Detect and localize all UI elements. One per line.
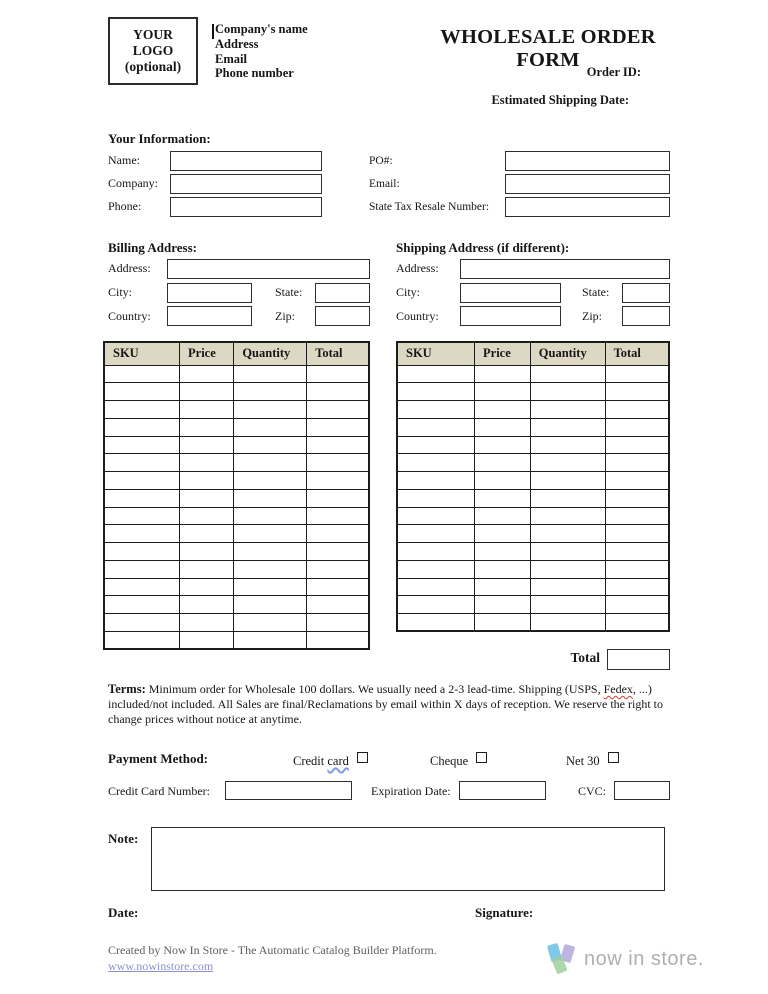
quantity-cell[interactable] [530,543,605,561]
table-row [397,383,669,401]
quantity-cell[interactable] [530,525,605,543]
shipping-country-field[interactable] [460,306,561,326]
company-email-line: Email [215,51,247,66]
footer-credit-line: Created by Now In Store - The Automatic Catalog Builder Platform. [108,943,437,957]
billing-address-field[interactable] [167,259,370,279]
logo-placeholder-box [108,17,198,85]
po-label: PO#: [369,154,393,167]
billing-city-label: City: [108,285,133,300]
company-address-line: Address [215,36,259,51]
date-label: Date: [108,905,139,920]
sku-cell[interactable] [104,383,180,401]
price-cell[interactable] [475,489,531,507]
total-cell[interactable] [307,365,369,383]
quantity-cell[interactable] [234,525,307,543]
total-cell[interactable] [605,383,669,401]
total-cell[interactable] [605,365,669,383]
price-cell[interactable] [475,525,531,543]
column-header-total: Total [307,342,369,365]
table-header-row [104,342,369,365]
quantity-cell[interactable] [234,631,307,649]
table-row [397,596,669,614]
quantity-cell[interactable] [234,418,307,436]
table-row [104,507,369,525]
billing-zip-label: Zip: [275,308,295,323]
table-row [397,578,669,596]
logo-line: LOGO [132,43,174,58]
price-cell[interactable] [180,472,234,490]
billing-country-field[interactable] [167,306,252,326]
price-cell[interactable] [475,383,531,401]
total-cell[interactable] [605,525,669,543]
price-cell[interactable] [475,596,531,614]
table-row [104,631,369,649]
price-cell[interactable] [180,489,234,507]
price-cell[interactable] [180,418,234,436]
now-in-store-brand [546,941,704,977]
quantity-cell[interactable] [234,365,307,383]
payment-option-net30 [566,752,619,769]
sku-cell[interactable] [104,401,180,419]
column-header-quantity: Quantity [234,342,307,365]
column-header-quantity: Quantity [530,342,605,365]
company-field[interactable] [170,174,322,194]
price-cell[interactable] [180,578,234,596]
billing-city-state-row [108,281,370,305]
table-row [104,418,369,436]
shipping-country-label: Country: [396,308,439,323]
company-phone-line: Phone number [215,66,294,81]
billing-address-fields [108,257,370,328]
table-row [104,525,369,543]
quantity-cell[interactable] [530,454,605,472]
price-cell[interactable] [180,525,234,543]
price-cell[interactable] [180,436,234,454]
expiration-date-field[interactable] [459,781,546,800]
price-cell[interactable] [180,383,234,401]
sku-cell[interactable] [397,365,475,383]
quantity-cell[interactable] [234,507,307,525]
table-row [104,560,369,578]
price-cell[interactable] [180,614,234,632]
billing-country-label: Country: [108,308,151,323]
cvc-field[interactable] [614,781,670,800]
price-cell[interactable] [180,454,234,472]
price-cell[interactable] [180,507,234,525]
total-cell[interactable] [307,631,369,649]
shipping-zip-label: Zip: [582,308,602,323]
table-row [104,614,369,632]
price-cell[interactable] [180,631,234,649]
expiration-date-label: Expiration Date: [371,784,451,798]
quantity-cell[interactable] [530,489,605,507]
terms-text: , ...) included/not included. All Sales are final/Reclamations by email within X days of reception. We reserve the right to change prices without notice at anytime. [108,682,663,726]
sku-cell[interactable] [397,401,475,419]
total-cell[interactable] [307,596,369,614]
total-cell[interactable] [605,578,669,596]
price-cell[interactable] [180,543,234,561]
terms-text: Minimum order for Wholesale 100 dollars. We usually need a 2-3 lead-time. Shipping (USPS, [148,682,604,696]
email-field[interactable] [505,174,670,194]
price-cell[interactable] [180,401,234,419]
shipping-address-row [396,257,670,281]
sku-cell[interactable] [397,507,475,525]
payment-option-cheque [430,752,487,769]
total-cell[interactable] [605,560,669,578]
price-cell[interactable] [475,454,531,472]
now-in-store-logo-text: now in store. [584,947,704,970]
phone-field[interactable] [170,197,322,217]
order-items-table-right [396,341,670,632]
total-cell[interactable] [307,525,369,543]
column-header-price: Price [180,342,234,365]
total-cell[interactable] [605,436,669,454]
table-header-row [397,342,669,365]
shipping-address-fields [396,257,670,328]
sku-cell[interactable] [104,543,180,561]
price-cell[interactable] [475,418,531,436]
quantity-cell[interactable] [530,418,605,436]
table-row [397,507,669,525]
sku-cell[interactable] [104,436,180,454]
table-row [397,418,669,436]
billing-address-heading: Billing Address: [108,240,197,255]
name-label: Name: [108,153,140,168]
sku-cell[interactable] [397,543,475,561]
credit-card-checkbox[interactable] [357,752,368,763]
sku-cell[interactable] [104,489,180,507]
table-row [397,365,669,383]
price-cell[interactable] [475,472,531,490]
total-cell[interactable] [307,507,369,525]
quantity-cell[interactable] [234,472,307,490]
total-cell[interactable] [605,401,669,419]
total-cell[interactable] [605,543,669,561]
sku-cell[interactable] [104,365,180,383]
table-row [397,472,669,490]
quantity-cell[interactable] [530,383,605,401]
total-cell[interactable] [307,543,369,561]
total-cell[interactable] [307,560,369,578]
table-row [104,365,369,383]
shipping-address-field[interactable] [460,259,670,279]
field-row-name-po [108,149,670,172]
grammar-marked-word: card [327,754,349,768]
price-cell[interactable] [475,436,531,454]
price-cell[interactable] [475,560,531,578]
total-cell[interactable] [307,383,369,401]
logo-line: (optional) [124,59,182,74]
sku-cell[interactable] [397,472,475,490]
text-cursor [212,24,214,39]
quantity-cell[interactable] [530,436,605,454]
note-label: Note: [108,831,139,846]
sku-cell[interactable] [104,596,180,614]
sku-cell[interactable] [397,578,475,596]
total-cell[interactable] [605,614,669,632]
price-cell[interactable] [475,365,531,383]
table-row [397,454,669,472]
sku-cell[interactable] [397,436,475,454]
quantity-cell[interactable] [530,614,605,632]
sku-cell[interactable] [397,614,475,632]
total-cell[interactable] [307,578,369,596]
payment-option-credit-card [293,752,368,769]
order-id-label: Order ID: [586,65,641,79]
quantity-cell[interactable] [234,489,307,507]
sku-cell[interactable] [397,560,475,578]
credit-card-number-field[interactable] [225,781,352,800]
sku-cell[interactable] [104,560,180,578]
total-cell[interactable] [307,614,369,632]
price-cell[interactable] [475,578,531,596]
quantity-cell[interactable] [234,596,307,614]
table-row [397,436,669,454]
price-cell[interactable] [180,560,234,578]
total-cell[interactable] [605,489,669,507]
note-field[interactable] [151,827,665,891]
shipping-zip-field[interactable] [622,306,670,326]
field-row-company-email [108,172,670,195]
email-label: Email: [369,177,400,190]
footer-website-link[interactable]: www.nowinstore.com [108,959,214,973]
table-row [397,560,669,578]
signature-label: Signature: [475,905,534,920]
table-row [104,596,369,614]
price-cell[interactable] [475,401,531,419]
quantity-cell[interactable] [530,560,605,578]
company-name-line: Company's name [215,22,308,36]
shipping-city-field[interactable] [460,283,561,303]
billing-zip-field[interactable] [315,306,370,326]
shipping-country-zip-row [396,305,670,329]
payment-method-heading: Payment Method: [108,751,209,766]
shipping-city-state-row [396,281,670,305]
total-cell[interactable] [307,472,369,490]
quantity-cell[interactable] [234,614,307,632]
column-header-total: Total [605,342,669,365]
net30-option-label: Net 30 [566,754,600,768]
grand-total-field[interactable] [607,649,670,670]
total-cell[interactable] [307,454,369,472]
table-row [104,383,369,401]
sku-cell[interactable] [104,578,180,596]
billing-address-row [108,257,370,281]
quantity-cell[interactable] [530,578,605,596]
billing-address-label: Address: [108,261,151,276]
terms-label: Terms: [108,682,146,696]
cheque-checkbox[interactable] [476,752,487,763]
billing-city-field[interactable] [167,283,252,303]
terms-misspelled-word: Fedex [603,682,633,696]
name-field[interactable] [170,151,322,171]
sku-cell[interactable] [397,383,475,401]
cvc-label: CVC: [578,784,607,798]
table-row [104,436,369,454]
total-cell[interactable] [605,507,669,525]
your-information-fields [108,149,670,219]
table-row [104,578,369,596]
cheque-option-label: Cheque [430,754,469,768]
table-row [104,543,369,561]
quantity-cell[interactable] [234,560,307,578]
quantity-cell[interactable] [234,401,307,419]
total-cell[interactable] [307,418,369,436]
quantity-cell[interactable] [234,436,307,454]
sku-cell[interactable] [104,614,180,632]
logo-line: YOUR [133,27,173,42]
terms-paragraph [108,682,670,726]
total-cell[interactable] [605,418,669,436]
billing-state-label: State: [275,285,303,300]
credit-card-number-label: Credit Card Number: [108,784,210,798]
sku-cell[interactable] [104,472,180,490]
grand-total-label: Total [570,650,600,665]
shipping-address-heading: Shipping Address (if different): [396,240,570,255]
total-cell[interactable] [605,454,669,472]
estimated-shipping-date-label: Estimated Shipping Date: [491,93,629,107]
sku-cell[interactable] [104,507,180,525]
table-row [397,614,669,632]
total-cell[interactable] [605,472,669,490]
sku-cell[interactable] [397,454,475,472]
price-cell[interactable] [180,596,234,614]
field-row-phone-taxnumber [108,195,670,218]
now-in-store-logo-icon [546,941,578,977]
sku-cell[interactable] [104,454,180,472]
sku-cell[interactable] [397,489,475,507]
table-row [104,454,369,472]
sku-cell[interactable] [104,418,180,436]
quantity-cell[interactable] [234,383,307,401]
order-items-table-left [103,341,370,650]
quantity-cell[interactable] [530,401,605,419]
price-cell[interactable] [180,365,234,383]
shipping-state-field[interactable] [622,283,670,303]
quantity-cell[interactable] [530,365,605,383]
page-title: WHOLESALE ORDER FORM [440,26,656,71]
billing-country-zip-row [108,305,370,329]
table-row [397,525,669,543]
net30-checkbox[interactable] [608,752,619,763]
table-row [104,472,369,490]
your-information-heading: Your Information: [108,131,211,146]
column-header-sku: SKU [397,342,475,365]
quantity-cell[interactable] [530,507,605,525]
table-row [104,489,369,507]
state-tax-resale-number-field[interactable] [505,197,670,217]
total-cell[interactable] [307,489,369,507]
company-info-block[interactable] [215,22,308,81]
sku-cell[interactable] [397,596,475,614]
shipping-city-label: City: [396,285,421,300]
total-cell[interactable] [605,596,669,614]
quantity-cell[interactable] [234,454,307,472]
quantity-cell[interactable] [530,472,605,490]
table-row [104,401,369,419]
sku-cell[interactable] [397,418,475,436]
shipping-address-label: Address: [396,261,439,276]
po-field[interactable] [505,151,670,171]
company-label: Company: [108,176,158,191]
table-row [397,401,669,419]
quantity-cell[interactable] [234,543,307,561]
price-cell[interactable] [475,507,531,525]
shipping-state-label: State: [582,285,610,300]
billing-state-field[interactable] [315,283,370,303]
total-cell[interactable] [307,401,369,419]
price-cell[interactable] [475,543,531,561]
table-row [397,543,669,561]
table-row [397,489,669,507]
total-cell[interactable] [307,436,369,454]
column-header-price: Price [475,342,531,365]
price-cell[interactable] [475,614,531,632]
quantity-cell[interactable] [530,596,605,614]
sku-cell[interactable] [104,525,180,543]
quantity-cell[interactable] [234,578,307,596]
phone-label: Phone: [108,199,142,214]
column-header-sku: SKU [104,342,180,365]
sku-cell[interactable] [104,631,180,649]
credit-card-option-label: Credit card [293,754,349,768]
state-tax-resale-number-label: State Tax Resale Number: [369,200,490,213]
sku-cell[interactable] [397,525,475,543]
